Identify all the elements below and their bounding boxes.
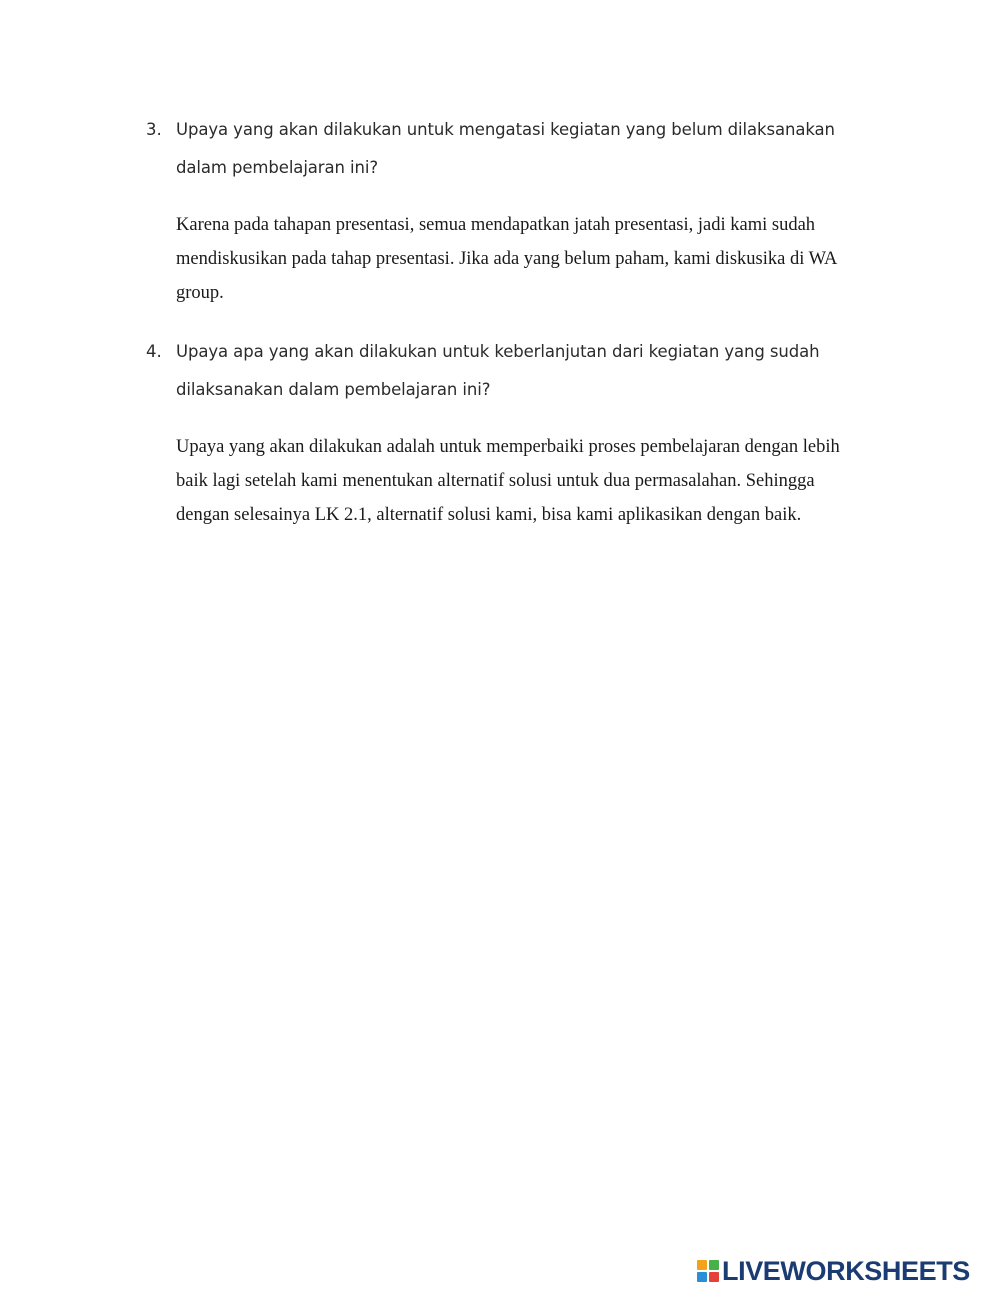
answer-text-line: Karena pada tahapan presentasi, semua mendapatkan jatah presentasi, jadi kami sudah [176, 215, 816, 235]
answer-text [176, 430, 896, 532]
question-text [176, 333, 876, 409]
logo-block [697, 1272, 707, 1282]
logo-text: LIVEWORKSHEETS [722, 1256, 970, 1286]
answer-text-line: Upaya yang akan dilakukan adalah untuk memperbaiki proses pembelajaran dengan lebih [176, 437, 840, 457]
answer-text-line: baik lagi setelah kami menentukan alternatif solusi untuk dua permasalahan. Sehingga [176, 471, 815, 491]
question-number: 3. [146, 120, 162, 139]
logo-block [697, 1260, 707, 1270]
answer-text-line: mendiskusikan pada tahap presentasi. Jika ada yang belum paham, kami diskusika di WA [176, 249, 838, 269]
question-text-line: Upaya apa yang akan dilakukan untuk keberlanjutan dari kegiatan yang sudah [176, 342, 820, 361]
answer-text [176, 208, 896, 310]
logo-block [709, 1272, 719, 1282]
question-number: 4. [146, 342, 162, 361]
liveworksheets-logo[interactable] [697, 1256, 970, 1286]
question-text [176, 111, 876, 187]
answer-text-line: dengan selesainya LK 2.1, alternatif solusi kami, bisa kami aplikasikan dengan baik. [176, 505, 802, 525]
logo-blocks-icon [697, 1260, 719, 1282]
question-text-line: dilaksanakan dalam pembelajaran ini? [176, 380, 491, 399]
question-text-line: dalam pembelajaran ini? [176, 158, 378, 177]
answer-text-line: group. [176, 283, 224, 303]
question-text-line: Upaya yang akan dilakukan untuk mengatasi kegiatan yang belum dilaksanakan [176, 120, 835, 139]
logo-block [709, 1260, 719, 1270]
